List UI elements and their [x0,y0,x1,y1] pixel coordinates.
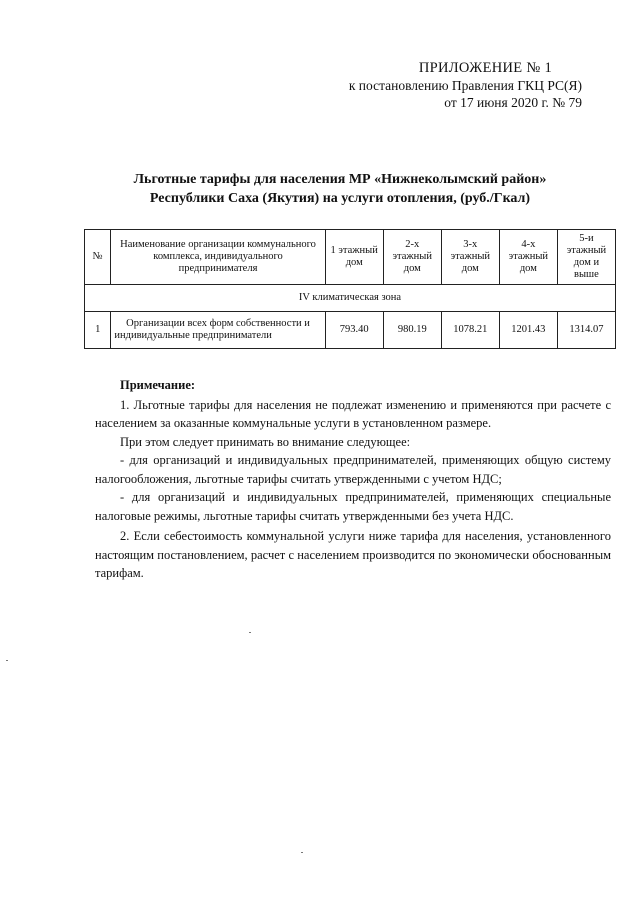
scan-speck [249,632,251,633]
note-paragraph-2: При этом следует принимать во внимание следующее: [120,434,411,449]
row-num: 1 [85,312,111,349]
zone-row [85,285,616,312]
row-tariff-floors-3: 1078.21 [441,312,499,349]
title-line-2: Республики Саха (Якутия) на услуги отопления, (руб./Гкал) [149,191,531,206]
scan-speck [6,660,8,661]
scan-speck [301,852,303,853]
notes-section [95,376,611,583]
row-tariff-floors-4: 1201.43 [499,312,557,349]
note-paragraph-5: 2. Если себестоимость коммунальной услуги ниже тарифа для населения, установленного настоящим постановлением, расчет с населением производится по экономически обоснованным тарифам. [95,529,611,580]
header-floors-3: 3-х этажный дом [441,230,499,285]
title-line-1: Льготные тарифы для населения МР «Нижнеколымский район» [133,172,547,187]
table-header-row [85,230,616,285]
header-floors-2: 2-х этажный дом [383,230,441,285]
document-header [349,60,582,111]
document-title [60,170,620,208]
resolution-reference: к постановлению Правления ГКЦ РС(Я) [348,78,582,93]
row-tariff-floors-2: 980.19 [383,312,441,349]
appendix-label: ПРИЛОЖЕНИЕ № 1 [418,60,552,76]
header-num: № [85,230,111,285]
header-floors-4: 4-х этажный дом [499,230,557,285]
header-floors-5: 5-и этажный дом и выше [557,230,615,285]
note-paragraph-4: - для организаций и индивидуальных предпринимателей, применяющих специальные налоговые режимы, льготные тарифы считать утвержденными без учета НДС. [95,490,611,523]
notes-heading: Примечание: [120,378,196,392]
resolution-date: от 17 июня 2020 г. № 79 [444,95,582,110]
row-tariff-floors-5: 1314.07 [557,312,615,349]
table-row [85,312,616,349]
row-organization: Организации всех форм собственности и индивидуальные предприниматели [111,312,325,349]
row-tariff-floors-1: 793.40 [325,312,383,349]
note-paragraph-3: - для организаций и индивидуальных предпринимателей, применяющих общую систему налогообложения, льготные тарифы считать утвержденными с учетом НДС; [95,453,611,486]
note-paragraph-1: 1. Льготные тарифы для населения не подлежат изменению и применяются при расчете с населением за оказанные коммунальные услуги в установленном размере. [95,397,611,430]
climate-zone: IV климатическая зона [85,285,616,312]
tariffs-table [84,229,616,349]
header-name: Наименование организации коммунального комплекса, индивидуального предпринимателя [111,230,325,285]
header-floors-1: 1 этажный дом [325,230,383,285]
